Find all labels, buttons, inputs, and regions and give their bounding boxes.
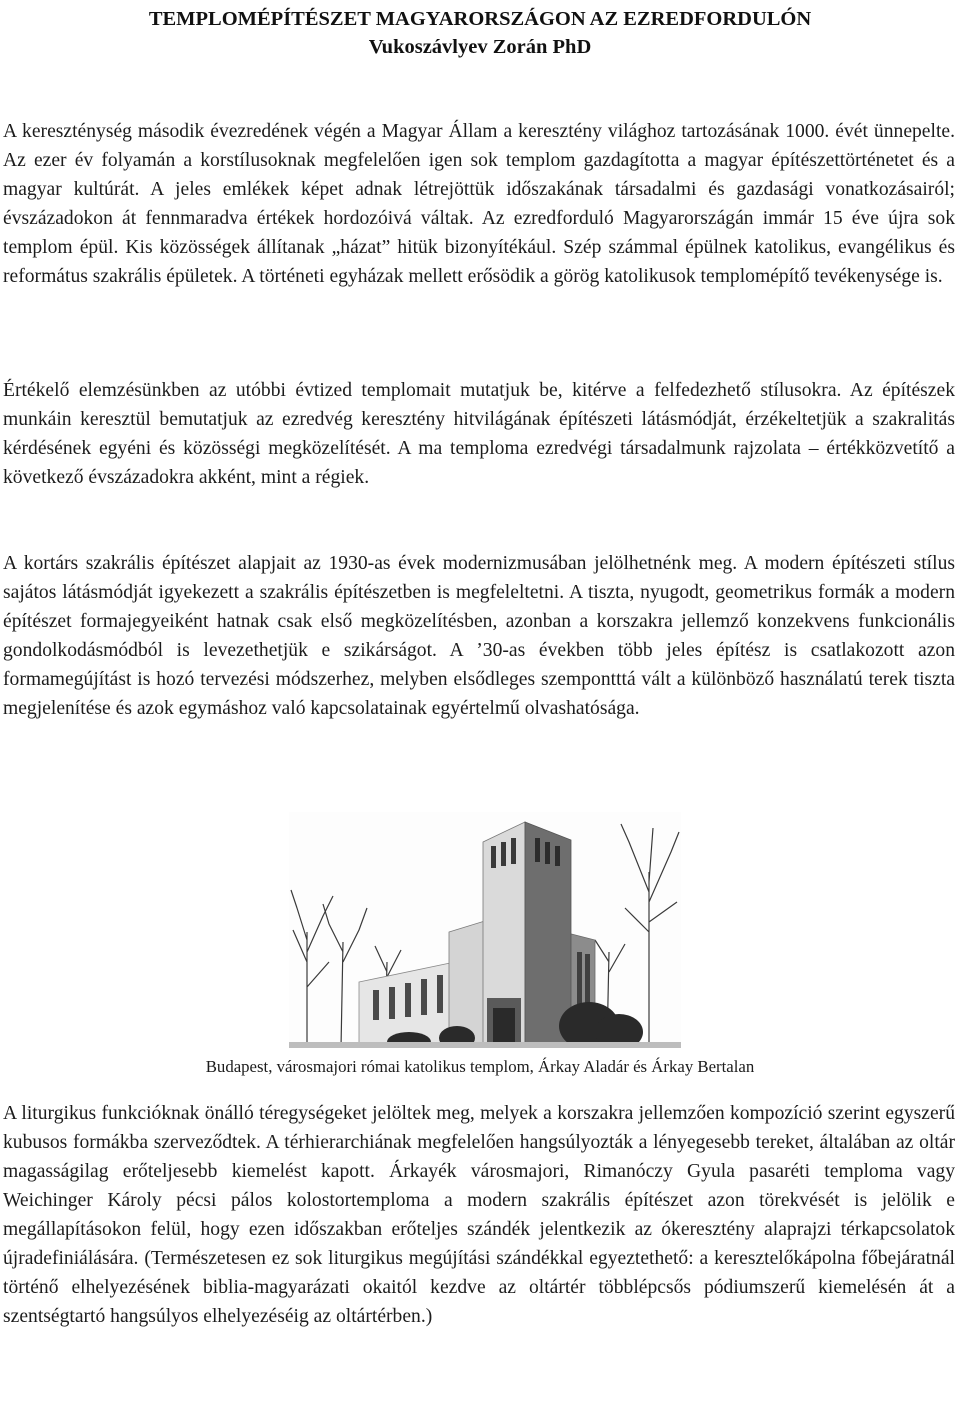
document-title: TEMPLOMÉPÍTÉSZET MAGYARORSZÁGON AZ EZREDFORDULÓN	[148, 8, 812, 30]
church-photo	[289, 812, 681, 1048]
ground	[289, 1042, 681, 1048]
church-photo-drawing	[289, 812, 681, 1048]
document-author: Vukoszávlyev Zorán PhD	[368, 36, 592, 58]
paragraph-3: A kortárs szakrális építészet alapjait az 1930-as évek modernizmusában jelölhetnénk meg. A modern építészeti stílus sajátos látásmódját igyekezett a szakrális építészetben is megfeleltetni. A tiszta, nyugodt, geometrikus formák a modern építészet formajegyeiként hatnak csak első megközelítésben, azonban a korszakra jellemző konzekvens funkcionális gondolkodásmódból is levezethetjük e szikárságot. A ’30-as években több jeles építész is csatlakozott azon formamegújítást is hozó tervezési módszerhez, melyben elsődleges szempontttá vált a különböző használatú terek tiszta megjelenítése és azok egymáshoz való kapcsolatainak egyértelmű olvashatósága.	[3, 553, 955, 719]
figure-caption: Budapest, városmajori római katolikus templom, Árkay Aladár és Árkay Bertalan	[205, 1057, 755, 1076]
paragraph-2: Értékelő elemzésünkben az utóbbi évtized templomait mutatjuk be, kitérve a felfedezhető stílusokra. Az építészek munkáin keresztül bemutatjuk az ezredvég keresztény hitvilágának építészeti látásmódját, érzékeltetjük a szakralitás kérdésének egyéni és közösségi megközelítését. A ma temploma ezredvégi társadalmunk rajzolata – értékközvetítő a következő évszázadokra akként, mint a régiek.	[3, 380, 955, 488]
paragraph-1: A kereszténység második évezredének végén a Magyar Állam a keresztény világhoz tartozásának 1000. évét ünnepelte. Az ezer év folyamán a korstílusoknak megfelelően igen sok templom gazdagította a magyar építészettörténetet és a magyar kultúrát. A jeles emlékek képet adnak létrejöttük időszakának társadalmi és gazdasági vonatkozásairól; évszázadokon át fennmaradva értékek hordozóivá váltak. Az ezredforduló Magyarországán immár 15 éve újra sok templom épül. Kis közösségek állítanak „házat” hitük bizonyítékául. Szép számmal épülnek katolikus, evangélikus és református szakrális épületek. A történeti egyházak mellett erősödik a görög katolikusok templomépítő tevékenysége is.	[3, 121, 955, 287]
paragraph-4: A liturgikus funkcióknak önálló téregységeket jelöltek meg, melyek a korszakra jellemzően kompozíció szerint egyszerű kubusos formákba szerveződtek. A térhierarchiának megfelelően hangsúlyozták a lényegesebb tereket, általában az oltár magasságilag erőteljesebb kiemelést kapott. Árkayék városmajori, Rimanóczy Gyula pasaréti temploma vagy Weichinger Károly pécsi pálos kolostortemploma a modern szakrális építészet azon törekvését is jelölik e megállapításokon felül, hogy ezen időszakban erőteljes szándék jelentkezik az ókeresztény alaprajzi térkapcsolatok újradefiniálására. (Természetesen ez sok liturgikus megújítási szándékkal egyeztethető: a keresztelőkápolna főbejáratnál történő elhelyezésének biblia-magyarázati okaitól kezdve az oltártér többlépcsős pódiumszerű kiemelésén át a szentségtartó hangsúlyos elhelyezéséig az oltártérben.)	[3, 1103, 955, 1327]
